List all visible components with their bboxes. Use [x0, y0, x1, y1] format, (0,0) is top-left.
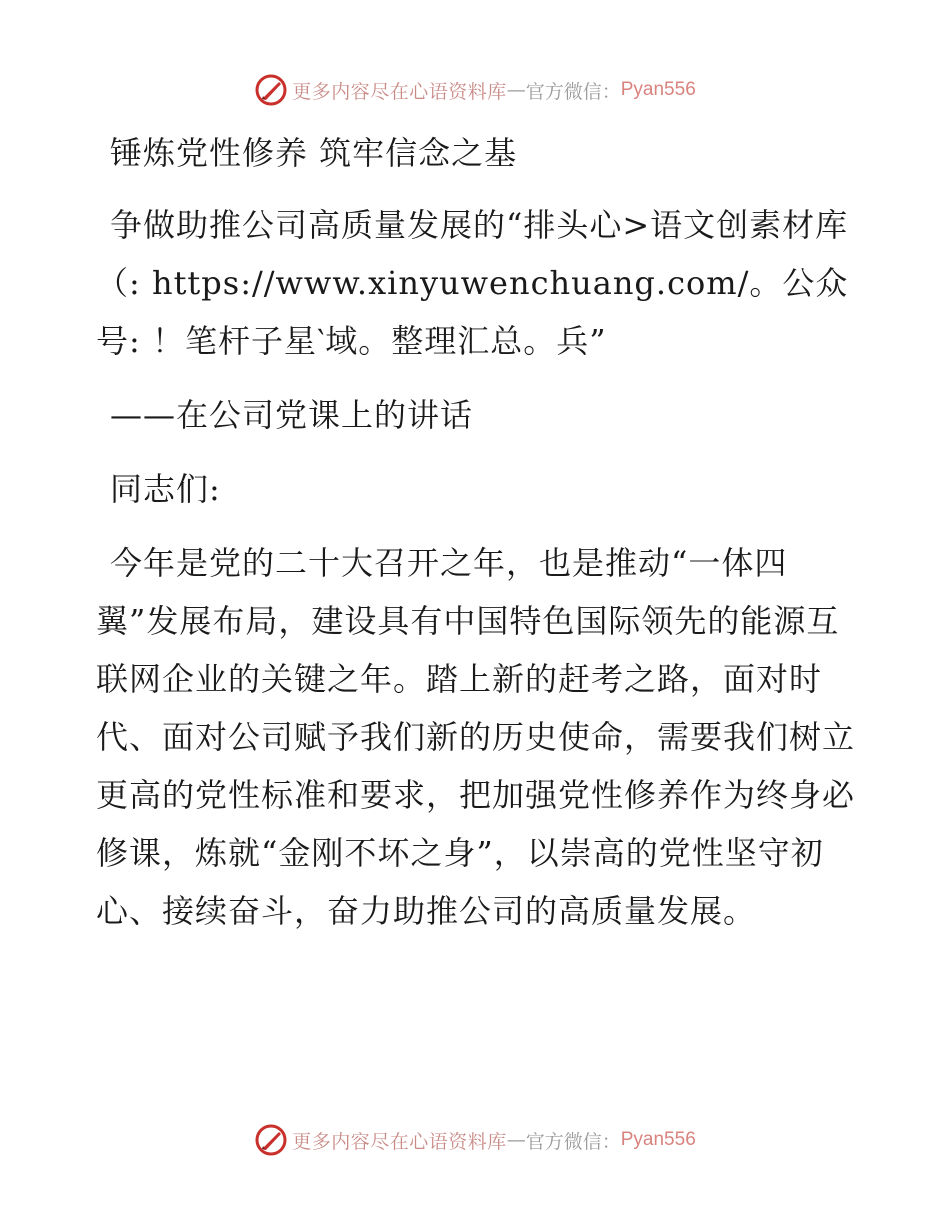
document-body: [96, 124, 856, 940]
banner-separator: —: [506, 1129, 526, 1151]
banner-text: 更多内容尽在心语资料库: [292, 80, 507, 103]
banner-wechat-id: Pyan556: [620, 79, 696, 100]
quill-pen-logo-icon: [254, 1123, 288, 1157]
banner-wechat-prefix: 官方微信：: [525, 1130, 621, 1153]
body-paragraph: 今年是党的二十大召开之年，也是推动“一体四翼”发展布局，建设具有中国特色国际领先的能源互联网企业的关键之年。踏上新的赶考之路，面对时代、面对公司赋予我们新的历史使命，需要我们树立更高的党性标准和要求，把加强党性修养作为终身必修课，炼就“金刚不坏之身”，以崇高的党性坚守初心、接续奋斗，奋力助推公司的高质量发展。: [96, 544, 856, 930]
quill-pen-logo-icon: [254, 73, 288, 107]
banner-separator: —: [506, 79, 526, 101]
header-watermark-banner: [0, 70, 950, 110]
banner-text: 更多内容尽在心语资料库: [292, 1130, 507, 1153]
banner-wechat-prefix: 官方微信：: [525, 80, 621, 103]
banner-wechat-id: Pyan556: [620, 1129, 696, 1150]
salutation: 同志们:: [110, 470, 221, 508]
subtitle-line: 争做助推公司高质量发展的“排头心>语文创素材库（: https://www.xinyuwenchuang.com/。公众号: ！笔杆子星‵域。整理汇总。兵”: [96, 206, 849, 360]
footer-watermark-banner: [0, 1120, 950, 1160]
speech-note: ——在公司党课上的讲话: [110, 396, 474, 434]
document-title: 锤炼党性修养 筑牢信念之基: [110, 134, 518, 172]
